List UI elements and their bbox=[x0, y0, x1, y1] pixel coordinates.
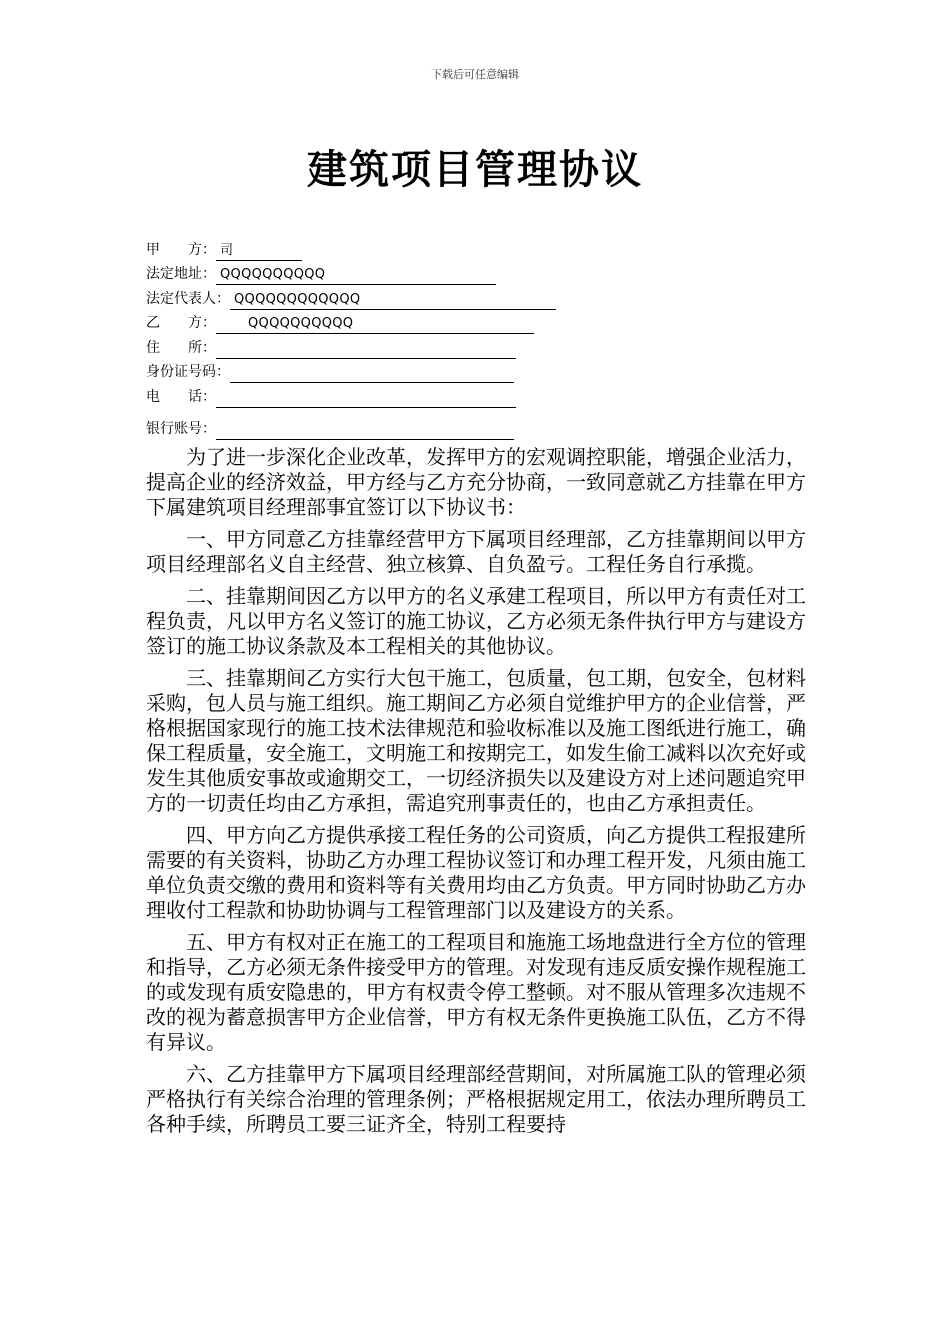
field-blank-line bbox=[294, 390, 516, 408]
paragraph-clause-6: 六、乙方挂靠甲方下属项目经理部经营期间，对所属施工队的管理必须严格执行有关综合治理的管理条例；严格根据规定用工，依法办理所聘员工各种手续，所聘员工要三证齐全，特别工程要持 bbox=[146, 1062, 806, 1136]
field-party-a bbox=[146, 236, 566, 261]
paragraph-clause-1: 一、甲方同意乙方挂靠经营甲方下属项目经理部，乙方挂靠期间以甲方项目经理部名义自主经营、独立核算、自负盈亏。工程任务自行承揽。 bbox=[146, 527, 806, 576]
field-label: 甲 方： bbox=[146, 241, 216, 258]
field-value: QQQQQQQQQQ bbox=[216, 266, 366, 285]
paragraph-clause-4: 四、甲方向乙方提供承接工程任务的公司资质，向乙方提供工程报建所需要的有关资料，协助乙方办理工程协议签订和办理工程开发，凡须由施工单位负责交缴的费用和资料等有关费用均由乙方负责。甲方同时协助乙方办理收付工程款和协助协调与工程管理部门以及建设方的关系。 bbox=[146, 823, 806, 922]
field-label: 乙 方： bbox=[146, 315, 216, 331]
field-blank-line bbox=[444, 316, 534, 334]
field-legal-representative bbox=[146, 285, 566, 310]
header-note: 下载后可任意编辑 bbox=[431, 68, 519, 81]
paragraph-clause-2: 二、挂靠期间因乙方以甲方的名义承建工程项目，所以甲方有责任对工程负责，凡以甲方名义签订的施工协议，乙方必须无条件执行甲方与建设方签订的施工协议条款及本工程相关的其他协议。 bbox=[146, 584, 806, 658]
field-label: 住 所： bbox=[146, 339, 216, 356]
paragraph-clause-5: 五、甲方有权对正在施工的工程项目和施施工场地盘进行全方位的管理和指导，乙方必须无条件接受甲方的管理。对发现有违反质安操作规程施工的或发现有质安隐患的，甲方有权责令停工整顿。对不服从管理多次违规不改的视为蓄意损害甲方企业信誉，甲方有权无条件更换施工队伍，乙方不得有异议。 bbox=[146, 930, 806, 1054]
paragraph-preamble: 为了进一步深化企业改革，发挥甲方的宏观调控职能，增强企业活力，提高企业的经济效益，甲方经与乙方充分协商，一致同意就乙方挂靠在甲方下属建筑项目经理部事宜签订以下协议书： bbox=[146, 445, 806, 519]
field-id-number bbox=[146, 359, 566, 384]
field-value: 司 bbox=[216, 242, 302, 261]
field-blank-line bbox=[380, 292, 556, 310]
party-info-fields bbox=[146, 236, 566, 440]
field-party-b bbox=[146, 310, 566, 335]
field-blank-line bbox=[316, 341, 516, 359]
field-legal-address bbox=[146, 261, 566, 286]
agreement-body bbox=[146, 445, 806, 1144]
field-residence bbox=[146, 334, 566, 359]
field-value bbox=[216, 439, 514, 440]
document-title: 建筑项目管理协议 bbox=[307, 146, 643, 193]
field-phone bbox=[146, 383, 566, 408]
field-value: QQQQQQQQQQQQ bbox=[230, 291, 380, 310]
field-value bbox=[230, 382, 306, 383]
field-blank-line bbox=[306, 365, 514, 383]
paragraph-clause-3: 三、挂靠期间乙方实行大包干施工，包质量，包工期，包安全，包材料采购，包人员与施工组织。施工期间乙方必须自觉维护甲方的企业信誉，严格根据国家现行的施工技术法律规范和验收标准以及施工图纸进行施工，确保工程质量，安全施工，文明施工和按期完工，如发生偷工减料以次充好或发生其他质安事故或逾期交工，一切经济损失以及建设方对上述问题追究甲方的一切责任均由乙方承担，需追究刑事责任的，也由乙方承担责任。 bbox=[146, 666, 806, 815]
field-label: 身份证号码： bbox=[146, 364, 230, 380]
field-blank-line bbox=[366, 267, 496, 285]
field-bank-account bbox=[146, 416, 566, 441]
field-value bbox=[216, 358, 316, 359]
field-value: QQQQQQQQQQ bbox=[216, 315, 444, 334]
field-label: 电 话： bbox=[146, 388, 216, 405]
field-value bbox=[216, 407, 294, 408]
field-label: 法定代表人： bbox=[146, 290, 230, 307]
field-label: 银行账号： bbox=[146, 421, 216, 437]
field-label: 法定地址： bbox=[146, 266, 216, 282]
